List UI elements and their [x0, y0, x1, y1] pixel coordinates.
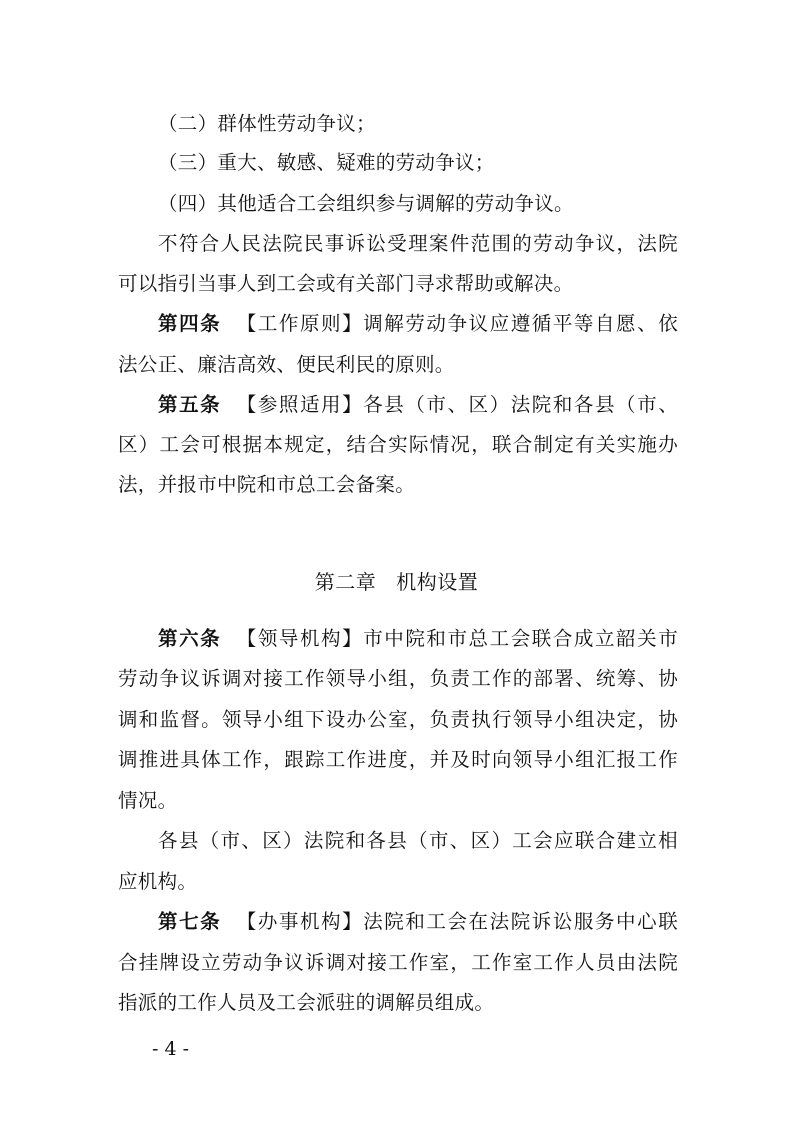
paragraph-court-line-2: 可以指引当事人到工会或有关部门寻求帮助或解决。 — [118, 272, 574, 295]
list-item-3: （三）重大、敏感、疑难的劳动争议； — [158, 151, 495, 174]
chapter-title: 机构设置 — [396, 570, 479, 594]
article-5-line-3: 法，并报市中院和市总工会备案。 — [118, 473, 416, 496]
article-7-line-1 — [158, 912, 678, 932]
page-number: - 4 - — [152, 1038, 190, 1060]
article-6-text-1: 【领导机构】市中院和市总工会联合成立韶关市 — [236, 627, 678, 650]
article-5-line-1 — [158, 395, 678, 415]
article-5-text-1: 【参照适用】各县（市、区）法院和各县（市、 — [236, 393, 678, 416]
article-4-label: 第四条 — [158, 312, 222, 335]
paragraph-county-line-2: 应机构。 — [118, 870, 198, 893]
article-4-text-1: 【工作原则】调解劳动争议应遵循平等自愿、依 — [236, 312, 678, 335]
article-5-label: 第五条 — [158, 393, 222, 416]
article-4-line-1 — [158, 314, 678, 334]
chapter-heading — [0, 566, 793, 595]
article-5-line-2: 区）工会可根据本规定，结合实际情况，联合制定有关实施办 — [118, 433, 678, 456]
article-6-line-1 — [158, 629, 678, 649]
chapter-number: 第二章 — [314, 570, 377, 594]
list-item-2: （二）群体性劳动争议； — [158, 112, 376, 135]
paragraph-court-line-1: 不符合人民法院民事诉讼受理案件范围的劳动争议，法院 — [158, 232, 678, 255]
article-7-label: 第七条 — [158, 910, 222, 933]
article-6-line-4: 调推进具体工作，跟踪工作进度，并及时向领导小组汇报工作 — [118, 748, 678, 771]
article-6-line-5: 情况。 — [118, 789, 178, 812]
paragraph-county-line-1: 各县（市、区）法院和各县（市、区）工会应联合建立相 — [158, 829, 678, 852]
article-6-label: 第六条 — [158, 627, 222, 650]
article-7-line-2: 合挂牌设立劳动争议诉调对接工作室，工作室工作人员由法院 — [118, 951, 678, 974]
article-7-text-1: 【办事机构】法院和工会在法院诉讼服务中心联 — [236, 910, 678, 933]
article-6-line-3: 调和监督。领导小组下设办公室，负责执行领导小组决定，协 — [118, 708, 678, 731]
article-7-line-3: 指派的工作人员及工会派驻的调解员组成。 — [118, 991, 495, 1014]
article-6-line-2: 劳动争议诉调对接工作领导小组，负责工作的部署、统筹、协 — [118, 667, 678, 690]
article-4-line-2: 法公正、廉洁高效、便民利民的原则。 — [118, 353, 455, 376]
list-item-4: （四）其他适合工会组织参与调解的劳动争议。 — [158, 192, 574, 215]
